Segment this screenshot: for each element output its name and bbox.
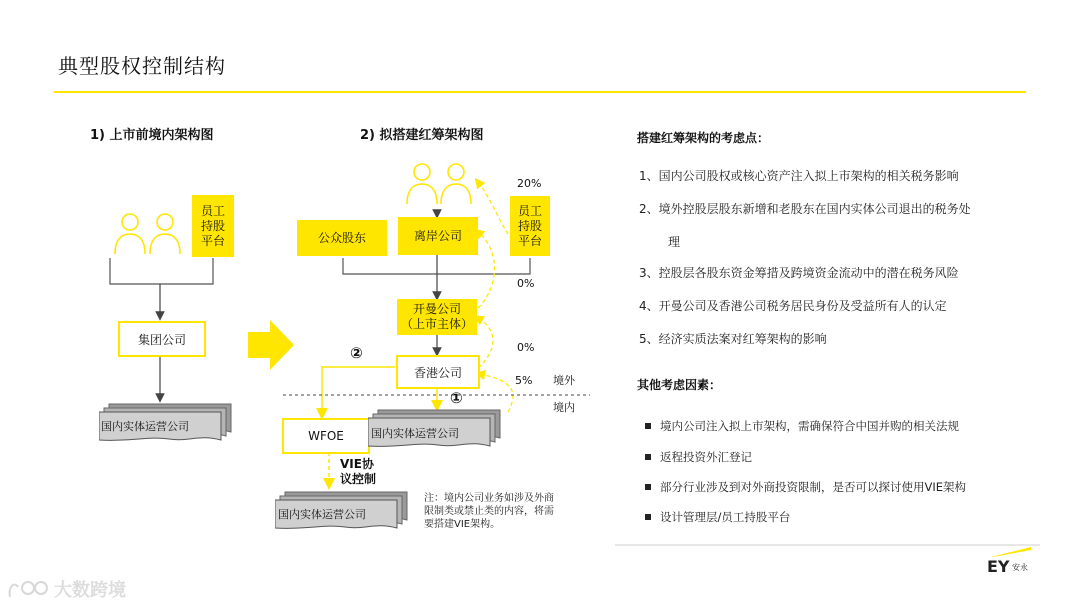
marker-2: ② [350, 344, 363, 362]
consideration-item: 2、境外控股层股东新增和老股东在国内实体公司退出的税务处 [639, 202, 971, 216]
other-factors-heading: 其他考虑因素： [637, 378, 722, 392]
bullet-icon [645, 423, 651, 429]
factor-item: 设计管理层/员工持股平台 [660, 510, 791, 524]
domestic-entity-label-2: 国内实体运营公司 [371, 427, 459, 440]
factor-item: 境内公司注入拟上市架构，需确保符合中国并购的相关法规 [660, 419, 959, 433]
ey-name: 安永 [1012, 563, 1028, 572]
esop-platform-box-2: 员工 持股 平台 [510, 196, 550, 256]
pct-20-label: 20% [517, 177, 542, 190]
middle-diagram-heading: 2) 拟搭建红筹架构图 [360, 128, 484, 143]
consideration-item: 理 [668, 235, 681, 249]
pct-5-label: 5% [515, 374, 533, 387]
person-icon [405, 160, 473, 210]
pct-0-label-b: 0% [517, 341, 535, 354]
ey-beam-icon [991, 547, 1031, 557]
esop-platform-box: 员工 持股 平台 [192, 195, 234, 257]
wfoe-box: WFOE [282, 418, 370, 454]
cayman-listed-entity-box: 开曼公司 （上市主体） [397, 299, 477, 335]
consideration-item: 3、控股层各股东资金筹措及跨境资金流动中的潜在税务风险 [639, 266, 959, 280]
domestic-entity-label: 国内实体运营公司 [101, 420, 189, 433]
transition-arrow-icon [248, 320, 294, 374]
left-diagram-heading: 1) 上市前境内架构图 [90, 128, 214, 143]
marker-1: ① [450, 389, 463, 407]
watermark-logo-icon [6, 577, 50, 601]
bullet-icon [645, 484, 651, 490]
offshore-label: 境外 [553, 374, 575, 387]
watermark [6, 576, 126, 602]
vie-control-label: VIE协 议控制 [340, 457, 377, 486]
group-company-box: 集团公司 [118, 321, 206, 357]
ey-logo [985, 547, 1035, 577]
ey-mark: EY [987, 557, 1010, 576]
bullet-icon [645, 454, 651, 460]
onshore-label: 境内 [553, 401, 575, 414]
bullet-icon [645, 514, 651, 520]
offshore-company-box: 离岸公司 [398, 217, 478, 255]
factor-item: 部分行业涉及到对外商投资限制，是否可以探讨使用VIE架构 [660, 480, 967, 494]
hk-company-box: 香港公司 [396, 355, 480, 389]
domestic-entity-label-3: 国内实体运营公司 [278, 508, 366, 521]
public-shareholders-box: 公众股东 [297, 220, 387, 256]
watermark-text: 大数跨境 [54, 580, 126, 601]
note-text: 注：境内公司业务如涉及外商 限制类或禁止类的内容，将需 要搭建VIE架构。 [424, 493, 554, 530]
factor-item: 返程投资外汇登记 [660, 450, 752, 464]
pct-0-label-a: 0% [517, 277, 535, 290]
consideration-item: 4、开曼公司及香港公司税务居民身份及受益所有人的认定 [639, 299, 947, 313]
page-title: 典型股权控制结构 [58, 54, 226, 78]
consideration-item: 5、经济实质法案对红筹架构的影响 [639, 332, 827, 346]
person-icon [113, 210, 183, 260]
consideration-item: 1、国内公司股权或核心资产注入拟上市架构的相关税务影响 [639, 169, 959, 183]
considerations-heading: 搭建红筹架构的考虑点： [637, 131, 770, 145]
